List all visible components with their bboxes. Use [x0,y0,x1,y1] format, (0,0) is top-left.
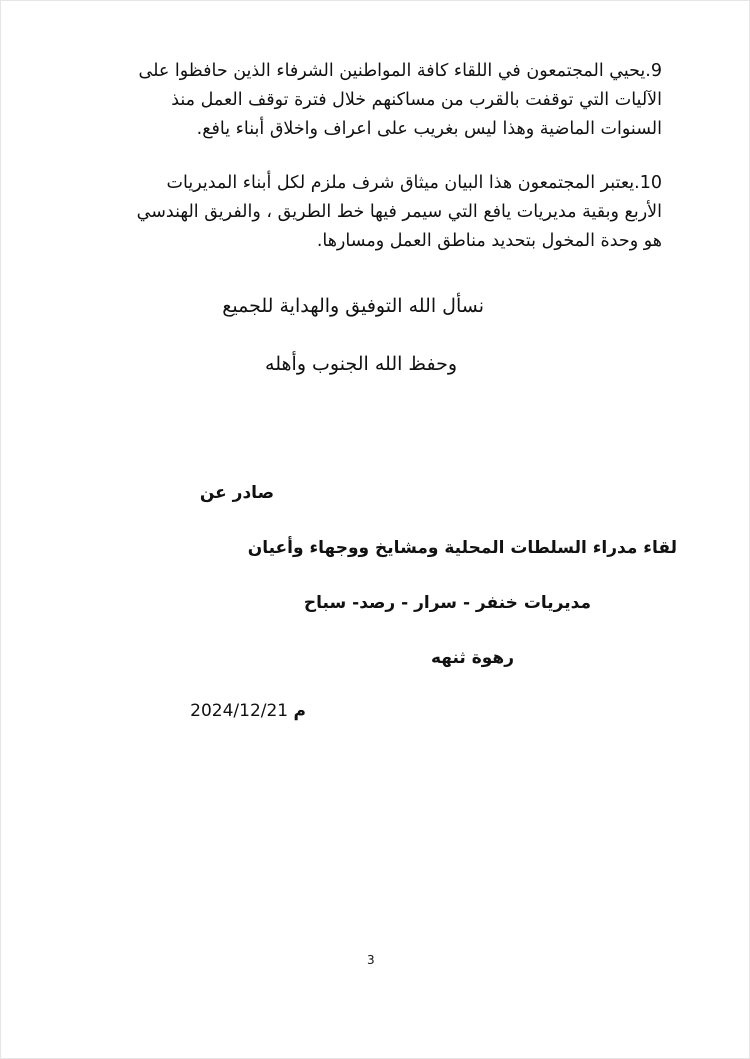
date-value: 2024/12/21 [190,701,289,721]
date-suffix: م [293,701,306,721]
issue-date [190,701,312,721]
closing-prayer-1: نسأل الله التوفيق والهداية للجميع [222,295,484,317]
issued-from-label: صادر عن [199,483,274,503]
paragraph-10-line-3: هو وحدة المخول بتحديد مناطق العمل ومسارها. [316,231,662,251]
meeting-title: لقاء مدراء السلطات المحلية ومشايخ ووجهاء وأعيان [247,538,677,558]
paragraph-9-line-3: السنوات الماضية وهذا ليس بغريب على اعراف واخلاق أبناء يافع. [196,119,662,139]
page-number: 3 [367,953,375,967]
districts-list: مديريات خنفر - سرار - رصد- سباح [303,593,591,613]
paragraph-10-line-1: 10.يعتبر المجتمعون هذا البيان ميثاق شرف ملزم لكل أبناء المديريات [166,173,662,193]
paragraph-10 [94,169,662,256]
closing-prayer-2: وحفظ الله الجنوب وأهله [265,353,457,375]
paragraph-9-line-1: 9.يحيي المجتمعون في اللقاء كافة المواطنين الشرفاء الذين حافظوا على [138,61,662,81]
paragraph-9-line-2: الآليات التي توقفت بالقرب من مساكنهم خلال فترة توقف العمل منذ [171,90,662,110]
paragraph-9 [94,57,662,144]
meeting-location: رهوة ثنهه [430,648,514,668]
paragraph-10-line-2: الأربع وبقية مديريات يافع التي سيمر فيها خط الطريق ، والفريق الهندسي [136,202,662,222]
